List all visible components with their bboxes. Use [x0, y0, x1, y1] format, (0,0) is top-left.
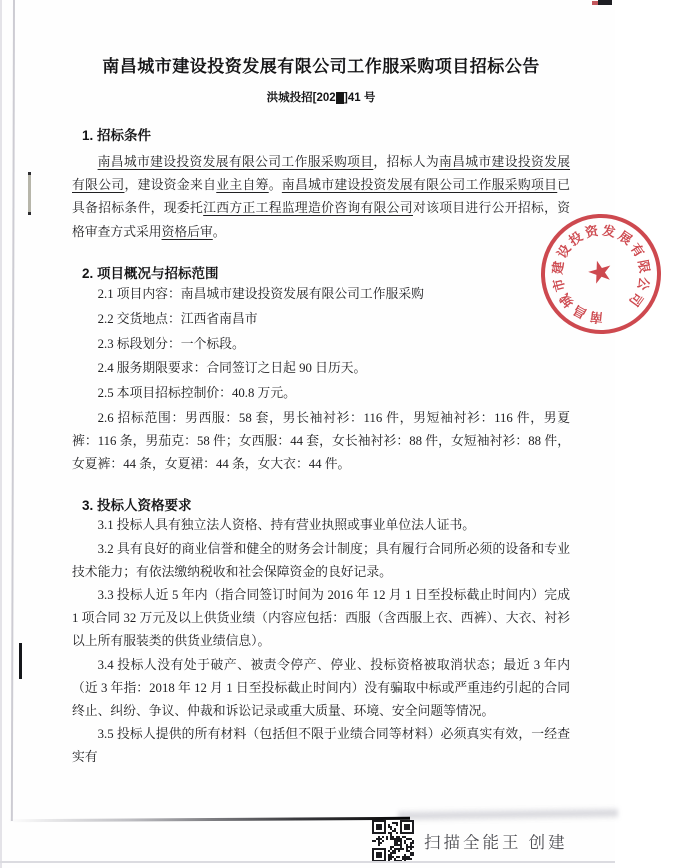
seal-character: 设 [554, 241, 574, 261]
doc-line: 2.5 本项目招标控制价：40.8 万元。 [97, 386, 296, 401]
scan-bottom-border [0, 861, 615, 863]
doc-number-suffix: ]41 号 [344, 92, 376, 104]
project-overview-list [72, 283, 570, 476]
text-segment: ，建设资金来自 [124, 178, 217, 193]
seal-character: 资 [583, 222, 600, 241]
doc-line: 2.3 标段划分：一个标段。 [97, 336, 245, 351]
text-segment: 已具备招标条件，现委托 [72, 178, 571, 216]
doc-line: 3.5 投标人提供的所有材料（包括但不限于业绩合同等材料）必须真实有效，一经查实有 [72, 727, 570, 765]
text-segment: 南昌城市建设投资发展有限公司工作服采购项目 [97, 155, 374, 169]
text-segment: 对该项目进行公开招标，资格审查方式采用 [72, 201, 571, 239]
seal-character: 投 [566, 228, 586, 249]
doc-line: 3.1 投标人具有独立法人资格、持有营业执照或事业单位法人证书。 [97, 518, 476, 533]
seal-character: 有 [627, 240, 648, 260]
text-segment: 。 [268, 178, 282, 193]
scan-artifact-mark [19, 643, 22, 679]
seal-character: 昌 [570, 302, 590, 322]
doc-line: 3.2 具有良好的商业信誉和健全的财务会计制度；具有履行合同所必须的设备和专业技术能力；有依法缴纳税收和社会保障资金的良好记录。 [72, 541, 570, 579]
seal-character: 司 [626, 289, 647, 310]
seal-character: 市 [550, 276, 568, 294]
doc-line: 2.2 交货地点：江西省南昌市 [97, 312, 258, 327]
scan-artifact-mark [28, 172, 31, 215]
page-bottom-edge [8, 817, 410, 822]
page-fold-line [11, 0, 15, 821]
section-3-heading: 3. 投标人资格要求 [82, 498, 192, 514]
seal-character: 公 [634, 275, 653, 292]
seal-character: 南 [589, 309, 604, 326]
doc-line: 2.1 项目内容：南昌城市建设投资发展有限公司工作服采购 [97, 287, 424, 302]
tender-conditions-paragraph [72, 151, 570, 244]
seal-character: 建 [549, 260, 567, 276]
seal-character: 限 [635, 258, 653, 275]
text-segment: 南昌城市建设投资发展有限公司工作服采购项目 [281, 178, 558, 193]
section-1-heading: 1. 招标条件 [82, 128, 152, 143]
text-segment: 业主自筹 [216, 178, 269, 193]
scan-corner-speck-red [592, 1, 598, 5]
seal-character: 城 [556, 290, 577, 311]
text-segment: 。 [212, 224, 226, 239]
seal-character: 展 [615, 227, 635, 248]
section-2-heading: 2. 项目概况与招标范围 [82, 265, 219, 281]
document-body [72, 54, 570, 770]
seal-character: 发 [601, 222, 617, 240]
qualification-requirements-list [72, 514, 570, 769]
doc-line: 2.6 招标范围：男西服：58 套，男长袖衬衫：116 件，男短袖衬衫：116 件，男夏裤：116 条，男茄克：58 件；女西服：44 套，女长袖衬衫：88 件，女短袖衬衫：88 件，女夏裤：44 条，女夏裙：44 条，女大衣：44 件。 [72, 410, 570, 472]
scan-left-border [0, 0, 2, 868]
text-segment: 江西方正工程监理造价咨询有限公司 [203, 201, 413, 216]
star-icon: ★ [582, 251, 619, 293]
page-title: 南昌城市建设投资发展有限公司工作服采购项目招标公告 [102, 57, 540, 76]
text-segment: 资格后审 [161, 224, 213, 239]
doc-line: 3.3 投标人近 5 年内（指合同签订时间为 2016 年 12 月 1 日至投标截止时间内）完成 1 项合同 32 万元及以上供货业绩（内容应包括：西服（含西服上衣、西裤）、大衣、衬衫以上所有服装类的供货业绩信息）。 [72, 588, 570, 649]
doc-number-redacted-digit: 1 [336, 92, 344, 104]
doc-line: 2.4 服务期限要求：合同签订之日起 90 日历天。 [97, 361, 367, 376]
scan-corner-speck [598, 0, 612, 5]
camscanner-watermark: 扫描全能王 创建 [424, 833, 568, 852]
page-bottom-shadow [398, 806, 618, 822]
text-segment: ，招标人为 [373, 155, 440, 169]
doc-number [72, 89, 570, 105]
doc-number-prefix: 洪城投招[202 [266, 92, 336, 104]
doc-line: 3.4 投标人没有处于破产、被责令停产、停业、投标资格被取消状态；最近 3 年内（近 3 年指：2018 年 12 月 1 日至投标截止时间内）没有骗取中标或严重违约引起的合同终止、纠纷、争议、仲裁和诉讼记录或重大质量、环境、安全问题等情况。 [72, 657, 570, 719]
text-segment: 南昌城市建设投资发展有限公司 [72, 155, 571, 193]
qr-code-icon [372, 820, 414, 862]
